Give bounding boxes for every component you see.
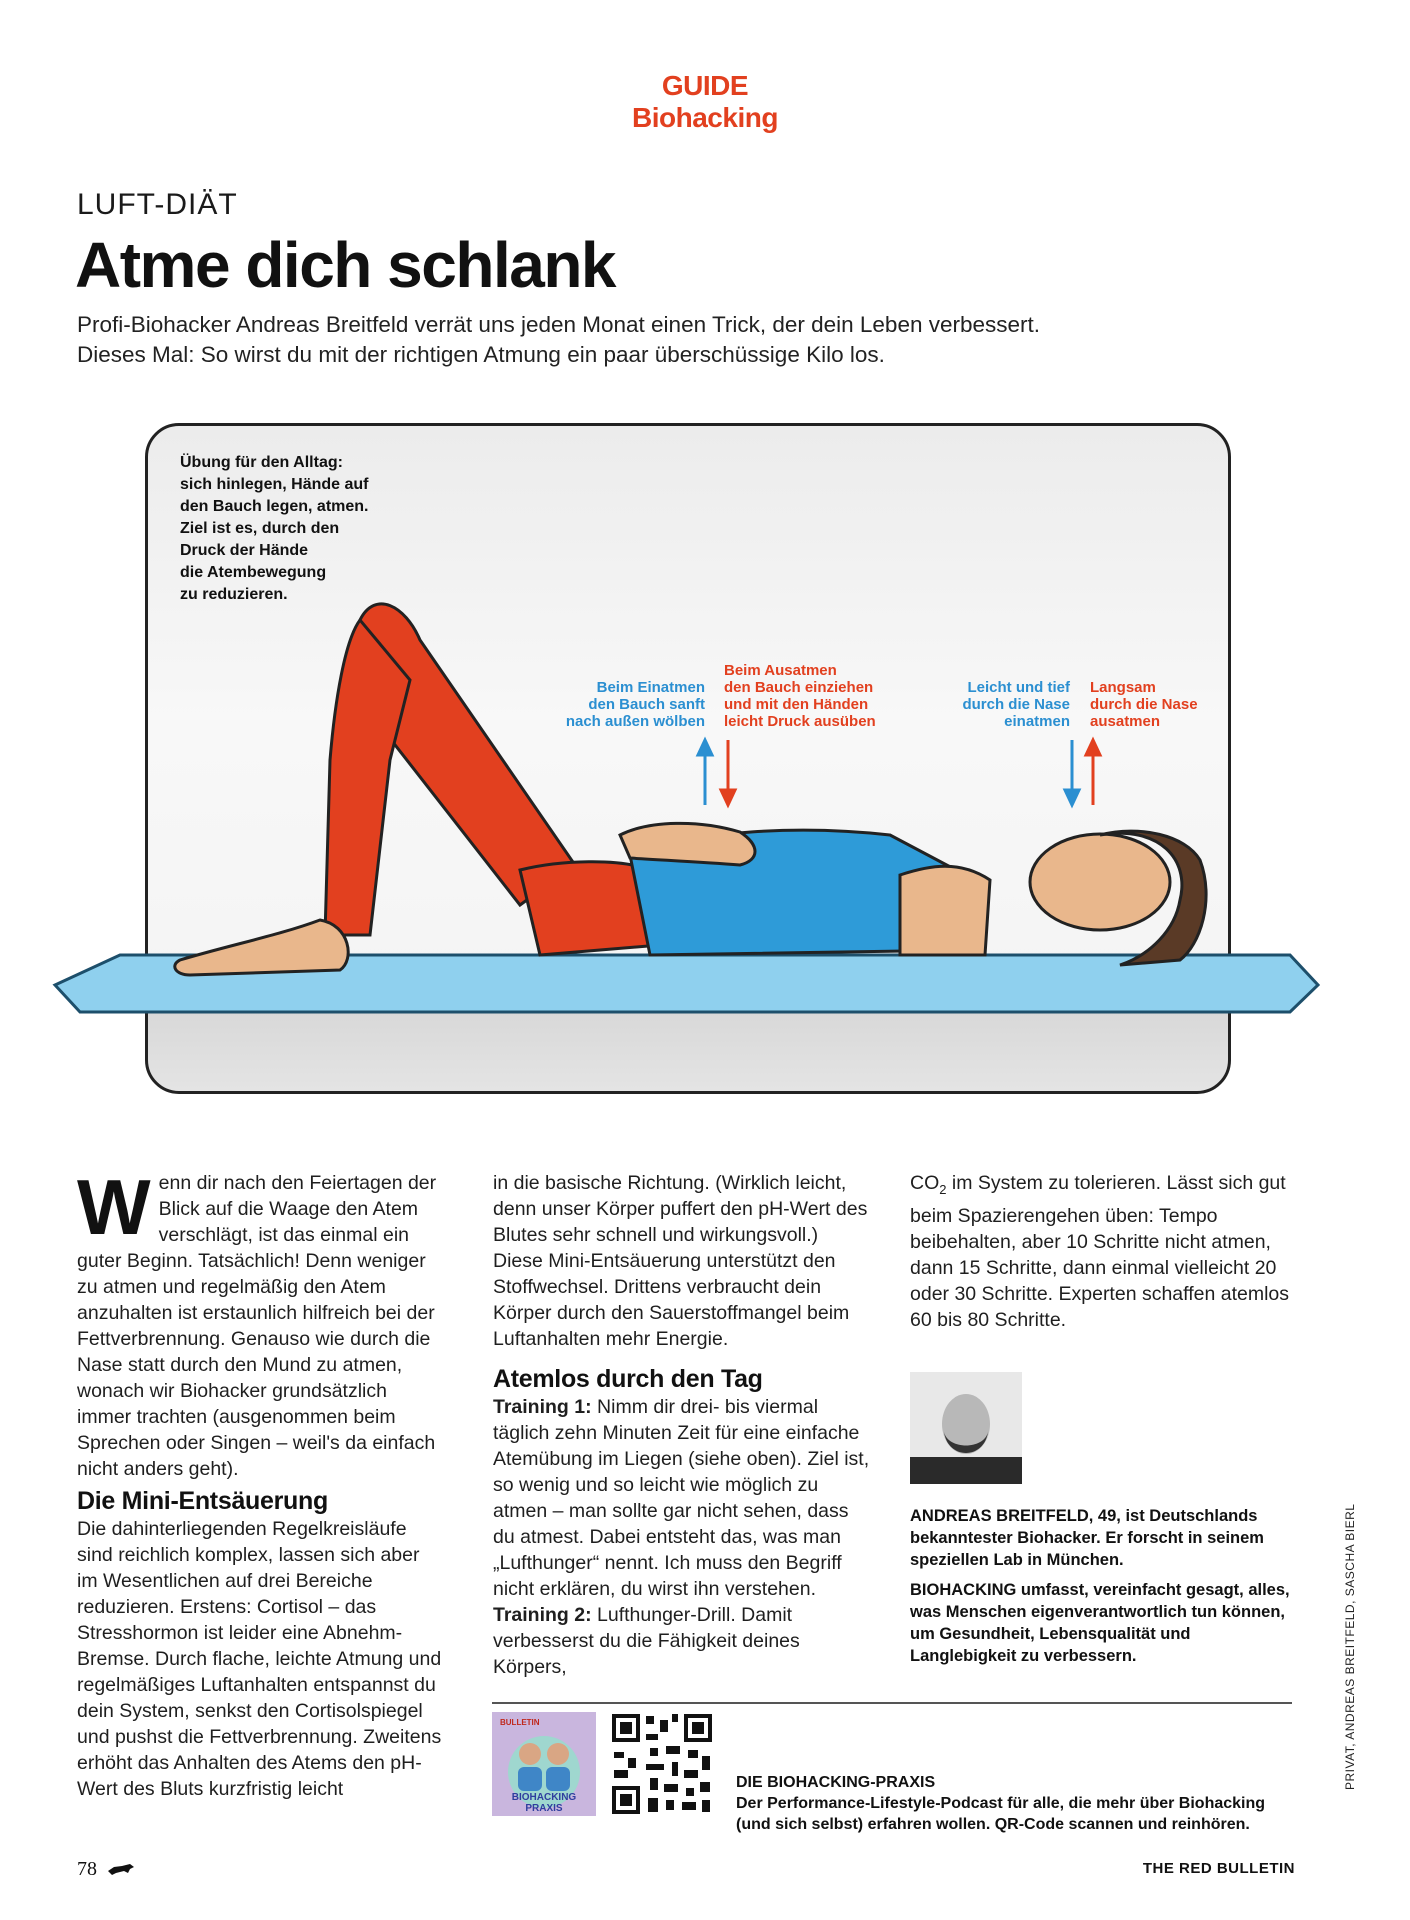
topic-label: Biohacking <box>632 102 778 133</box>
shoulder <box>900 866 990 955</box>
note-line: den Bauch legen, atmen. <box>180 498 369 515</box>
co2-subscript: 2 <box>939 1181 947 1197</box>
note-line: Übung für den Alltag: <box>180 454 343 471</box>
annotation-line: leicht Druck ausüben <box>724 713 876 730</box>
annotation-line: und mit den Händen <box>724 696 869 713</box>
annotation-line: einatmen <box>1004 713 1070 730</box>
bull-logo-icon <box>106 1861 136 1877</box>
arrow-belly-in <box>698 740 712 805</box>
annotation-line: Beim Einatmen <box>596 679 705 696</box>
podcast-cover-title: BIOHACKING PRAXIS <box>511 1792 577 1814</box>
arrow-nose-in <box>1065 740 1079 805</box>
subhead-atemlos: Atemlos durch den Tag <box>493 1365 763 1393</box>
article-column-3 <box>910 1170 1300 1333</box>
bio-definition: BIOHACKING umfasst, vereinfacht gesagt, alles, was Menschen eigenverantwortlich tun können, um Gesundheit, Lebensqualität und Langlebigkeit zu verbessern. <box>910 1581 1290 1665</box>
page-title: Atme dich schlank <box>75 229 615 301</box>
arrow-nose-out <box>1086 740 1100 805</box>
training-2-text: Lufthunger-Drill. Damit verbesserst du die Fähigkeit deines Körpers, <box>493 1604 800 1678</box>
note-line: Druck der Hände <box>180 542 309 559</box>
annotation-line: ausatmen <box>1090 713 1161 730</box>
credits-text: PRIVAT, ANDREAS BREITFELD, SASCHA BIERL <box>1343 1503 1357 1790</box>
podcast-cover-brand: BULLETIN <box>500 1718 540 1727</box>
arrow-belly-out <box>721 740 735 805</box>
page-number <box>77 1858 136 1881</box>
annotation-line: den Bauch sanft <box>588 696 705 713</box>
qr-code[interactable] <box>610 1712 714 1816</box>
training-2 <box>493 1602 873 1680</box>
author-photo <box>910 1372 1022 1484</box>
podcast-description: Der Performance-Lifestyle-Podcast für alle, die mehr über Biohacking (und sich selbst) erfahren wollen. QR-Code scannen und reinhören. <box>736 1795 1266 1833</box>
note-line: sich hinlegen, Hände auf <box>180 476 369 493</box>
bio-author: ANDREAS BREITFELD, 49, ist Deutschlands bekanntester Biohacker. Er forscht in seinem speziellen Lab in München. <box>910 1507 1264 1569</box>
podcast-cover[interactable] <box>492 1712 596 1816</box>
annotation-line: Leicht und tief <box>967 679 1070 696</box>
drop-cap: W <box>77 1163 151 1251</box>
training-1-text: Nimm dir drei- bis viermal täglich zehn Minuten Zeit für eine einfache Atemübung im Liegen (siehe oben). Ziel ist, so wenig und so leicht wie möglich zu atmen – man sollte gar nicht sehen, dass du atmest. Dabei entsteht das, was man „Lufthunger“ nennt. Ich muss den Begriff nicht erklären, du wirst ihn verstehen. <box>493 1396 870 1600</box>
annotation-line: Beim Ausatmen <box>724 662 837 679</box>
annotation-line: durch die Nase <box>962 696 1070 713</box>
foot <box>175 920 348 975</box>
col3-text: im System zu tolerieren. Lässt sich gut beim Spazierengehen üben: Tempo beibehalten, aber 10 Schritte nicht atmen, dann 15 Schritte, dann einmal vielleicht 20 oder 30 Schritte. Experten schaffen atemlos 60 bis 80 Schritte. <box>910 1172 1290 1331</box>
divider <box>492 1702 1292 1704</box>
photo-credits <box>1343 1460 1365 1790</box>
body-paragraph <box>910 1170 1300 1333</box>
annotation-line: durch die Nase <box>1090 696 1198 713</box>
kicker: LUFT-DIÄT <box>77 188 238 221</box>
article-column-2 <box>493 1170 873 1680</box>
note-line: Ziel ist es, durch den <box>180 520 340 537</box>
intro-paragraph <box>77 1163 442 1482</box>
article-column-1 <box>77 1163 442 1802</box>
note-line: zu reduzieren. <box>180 586 288 603</box>
section-label: GUIDE <box>661 70 749 101</box>
annotation-line: den Bauch einziehen <box>724 679 874 696</box>
body-paragraph: in die basische Richtung. (Wirklich leicht, denn unser Körper puffert den pH-Wert des Blutes sehr schnell und wirkungsvoll.) Diese Mini-Entsäuerung unterstützt den Stoffwechsel. Drittens verbraucht dein Körper durch den Sauerstoffmangel beim Luftanhalten mehr Energie. <box>493 1172 868 1350</box>
annotation-belly-in <box>545 679 705 730</box>
training-1-label: Training 1: <box>493 1396 592 1418</box>
leg-shin <box>325 620 410 935</box>
hands <box>620 823 755 865</box>
body-paragraph: Die dahinterliegenden Regelkreisläufe sind reichlich komplex, lassen sich aber im Wesentlichen auf drei Bereiche reduzieren. Erstens: Cortisol – das Stresshormon ist leider eine Abnehm-Bremse. Durch flache, leichte Atmung und regelmäßiges Luftanhalten entspannst du dein System, senkst den Cortisolspiegel und pushst die Fettverbrennung. Zweitens erhöht das Anhalten des Atems den pH-Wert des Bluts kurzfristig leicht <box>77 1518 442 1800</box>
subhead-mini-entsaeuerung: Die Mini-Entsäuerung <box>77 1487 328 1515</box>
annotation-line: nach außen wölben <box>565 713 705 730</box>
brand-footer: THE RED BULLETIN <box>1142 1860 1295 1877</box>
author-bio <box>910 1505 1300 1675</box>
annotation-belly-out <box>724 662 924 730</box>
lead-line-2: Dieses Mal: So wirst du mit der richtigen Atmung ein paar überschüssige Kilo los. <box>77 342 885 367</box>
training-1 <box>493 1394 873 1602</box>
podcast-promo <box>736 1772 1296 1835</box>
intro-text: enn dir nach den Feiertagen der Blick auf die Waage den Atem verschlägt, ist das einmal ein guter Beginn. Tatsächlich! Denn weniger zu atmen und regelmäßig den Atem anzuhalten ist erstaunlich hilfreich bei der Fettverbrennung. Genauso wie durch die Nase statt durch den Mund zu atmen, wonach wir Biohacker grundsätzlich immer trachten (ausgenommen beim Sprechen oder Singen – weil's da einfach nicht anders geht). <box>77 1172 437 1480</box>
annotation-nose-in <box>920 679 1070 730</box>
annotation-line: Langsam <box>1090 679 1156 696</box>
note-line: die Atembewegung <box>180 564 327 581</box>
page-number-text: 78 <box>77 1858 97 1880</box>
head <box>1030 834 1170 930</box>
podcast-title: DIE BIOHACKING-PRAXIS <box>736 1774 936 1791</box>
lead-line-1: Profi-Biohacker Andreas Breitfeld verrät uns jeden Monat einen Trick, der dein Leben verbessert. <box>77 312 1041 337</box>
training-2-label: Training 2: <box>493 1604 592 1626</box>
co2-text: CO <box>910 1172 940 1194</box>
exercise-note <box>180 452 390 606</box>
annotation-nose-out <box>1090 679 1240 730</box>
